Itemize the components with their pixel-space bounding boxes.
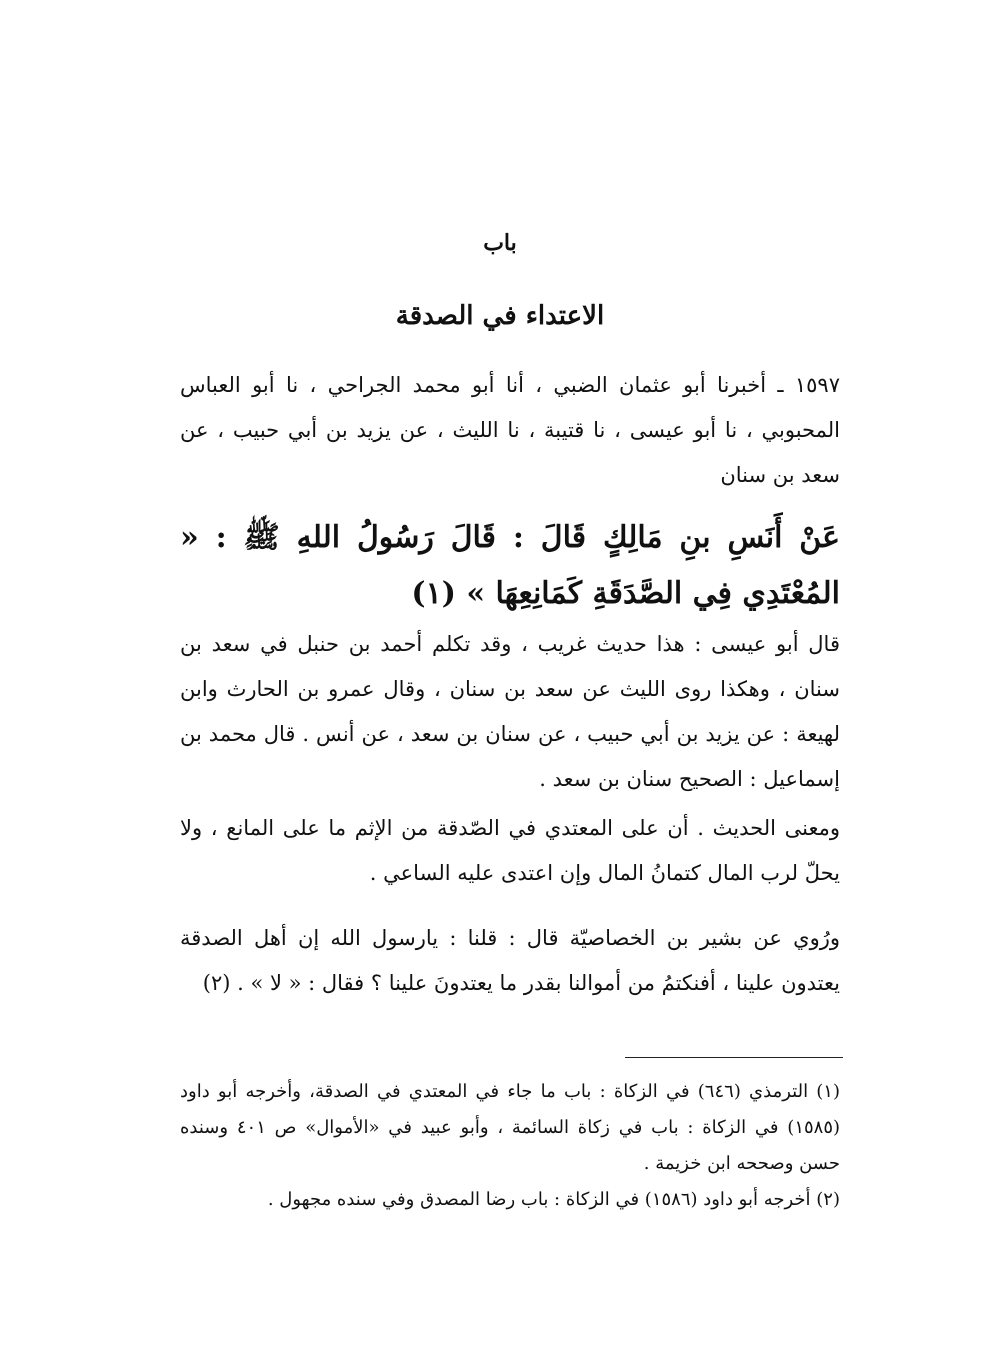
narration-text: ورُوي عن بشير بن الخصاصيّة قال : قلنا : يارسول الله إن أهل الصدقة يعتدون علينا ، أفنكتمُ من أموالنا بقدر ما يعتدونَ علينا ؟ فقال : « لا » . (٢) [180, 926, 840, 995]
hadith-text: عَنْ أَنَسِ بنِ مَالِكٍ قَالَ : قَالَ رَسُولُ اللهِ ﷺ : « المُعْتَدِي فِي الصَّدَقَةِ كَمَانِعِهَا » (١) [180, 520, 840, 611]
footnote-2: (٢) أخرجه أبو داود (١٥٨٦) في الزكاة : باب رضا المصدق وفي سنده مجهول . [267, 1189, 840, 1210]
meaning-text: ومعنى الحديث . أن على المعتدي في الصّدقة من الإثم ما على المانع ، ولا يحلّ لرب المال كتمانُ المال وإن اعتدى عليه الساعي . [180, 816, 840, 885]
footnote-divider [625, 1057, 843, 1058]
commentary-text: قال أبو عيسى : هذا حديث غريب ، وقد تكلم أحمد بن حنبل في سعد بن سنان ، وهكذا روى الليث عن سعد بن سنان ، وقال عمرو بن الحارث وابن لهيعة : عن يزيد بن أبي حبيب ، عن سنان بن سعد ، عن أنس . قال محمد بن إسماعيل : الصحيح سنان بن سعد . [180, 632, 840, 791]
chapter-title: الاعتداء في الصدقة [395, 301, 605, 331]
narration-paragraph [180, 916, 840, 1006]
meaning-paragraph [180, 806, 840, 896]
footnote-1: (١) الترمذي (٦٤٦) في الزكاة : باب ما جاء في المعتدي في الصدقة، وأخرجه أبو داود (١٥٨٥) في الزكاة : باب في زكاة السائمة ، وأبو عبيد في «الأموال» ص ٤٠١ وسنده حسن وصححه ابن خزيمة . [180, 1081, 841, 1174]
chapter-marker: باب [483, 230, 517, 256]
isnad-paragraph [180, 363, 840, 498]
footnotes-section [180, 1074, 840, 1218]
hadith-paragraph [180, 510, 840, 622]
commentary-paragraph [180, 622, 840, 802]
isnad-text: ١٥٩٧ ـ أخبرنا أبو عثمان الضبي ، أنا أبو محمد الجراحي ، نا أبو العباس المحبوبي ، نا أبو عيسى ، نا قتيبة ، نا الليث ، عن يزيد بن أبي حبيب ، عن سعد بن سنان [180, 373, 840, 487]
